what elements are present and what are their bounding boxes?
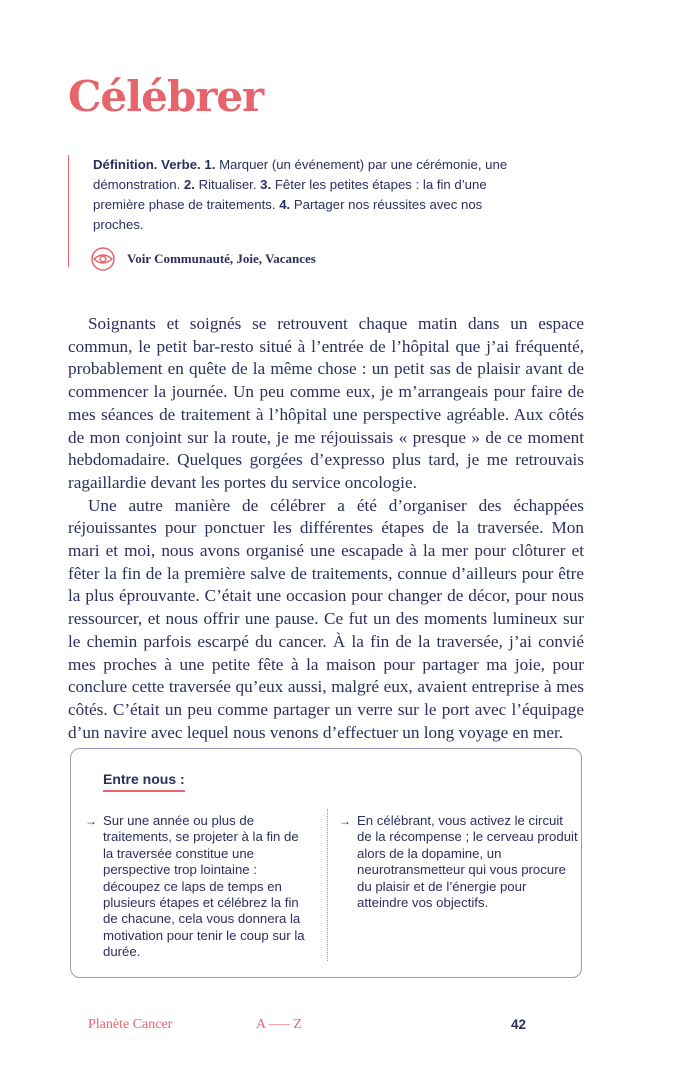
tips-box — [70, 748, 582, 978]
paragraph-1: Soignants et soignés se retrouvent chaque matin dans un espace commun, le petit bar-resto situé à l’entrée de l’hôpital que j’ai fréquenté, probablement en quête de la même chose : un petit sas de plaisir avant de commencer la journée. Un peu comme eux, je m’arrangeais pour faire de mes séances de traitement à l’hôpital une perspective agréable. Aux côtés de mon conjoint sur la route, je me réjouissais « presque » de ce moment hebdomadaire. Quelques gorgées d’expresso plus tard, je me retrouvais ragaillardie devant les portes du service oncologie. — [68, 314, 584, 492]
definition-item-1: Marquer (un événement) par une cérémonie, une démonstration. — [93, 157, 508, 192]
definition-item-4: Partager nos réussites avec nos proches. — [93, 197, 483, 232]
tip-left-text: Sur une année ou plus de traitements, se projeter à la fin de la traversée constitue une perspective trop lointaine : découpez ce laps de temps en plusieurs étapes et célébrez la fin de chacune, cela vous donnera la motivation pour tenir le coup sur la durée. — [103, 813, 305, 960]
definition-num-3: 3. — [260, 177, 272, 192]
page-title: Célébrer — [68, 72, 264, 121]
see-also — [89, 247, 316, 271]
tip-right — [339, 813, 579, 911]
paragraph-2: Une autre manière de célébrer a été d’organiser des échappées réjouissantes pour ponctuer les différentes étapes de la traversée. Mon mari et moi, nous avons organisé une escapade à la mer pour clôturer et fêter la fin de la première salve de traitements, connue d’ailleurs pour être la plus éprouvante. C’était une occasion pour changer de décor, pour nous ressourcer, et nous offrir une pause. Ce fut un des moments lumineux sur le chemin parfois escarpé du cancer. À la fin de la traversée, j’ai convié mes proches à une petite fête à la maison pour partager ma joie, pour conclure cette traversée qu’eux aussi, malgré eux, avaient entreprise à mes côtés. C’était un peu comme partager un verre sur le port avec l’équipage d’un navire avec lequel nous venons d’effectuer un long voyage en mer. — [68, 495, 584, 742]
footer-az: A —– Z — [256, 1017, 302, 1032]
tip-right-text: En célébrant, vous activez le circuit de la récompense ; le cerveau produit alors de la dopamine, un neurotransmetteur qui vous procure du plaisir et de l’énergie pour atteindre vos objectifs. — [357, 813, 578, 911]
definition-num-4: 4. — [279, 197, 291, 212]
tip-left — [85, 813, 311, 961]
definition-num-1: 1. — [204, 157, 216, 172]
definition-item-2: Ritualiser. — [198, 177, 257, 192]
body-text — [68, 313, 584, 744]
footer-brand: Planète Cancer — [88, 1017, 173, 1032]
definition-text — [93, 155, 533, 235]
arrow-right-icon: → — [85, 814, 97, 828]
definition-block — [68, 155, 549, 267]
eye-icon — [89, 247, 117, 271]
see-also-text: Voir Communauté, Joie, Vacances — [127, 251, 316, 266]
definition-item-3: Fêter les petites étapes : la fin d’une première phase de traitements. — [93, 177, 487, 212]
definition-label: Définition. Verbe. — [93, 157, 201, 172]
page-number: 42 — [511, 1017, 527, 1032]
tips-box-title: Entre nous : — [103, 771, 185, 792]
arrow-right-icon: → — [339, 814, 351, 828]
column-divider — [327, 809, 328, 961]
definition-num-2: 2. — [183, 177, 195, 192]
